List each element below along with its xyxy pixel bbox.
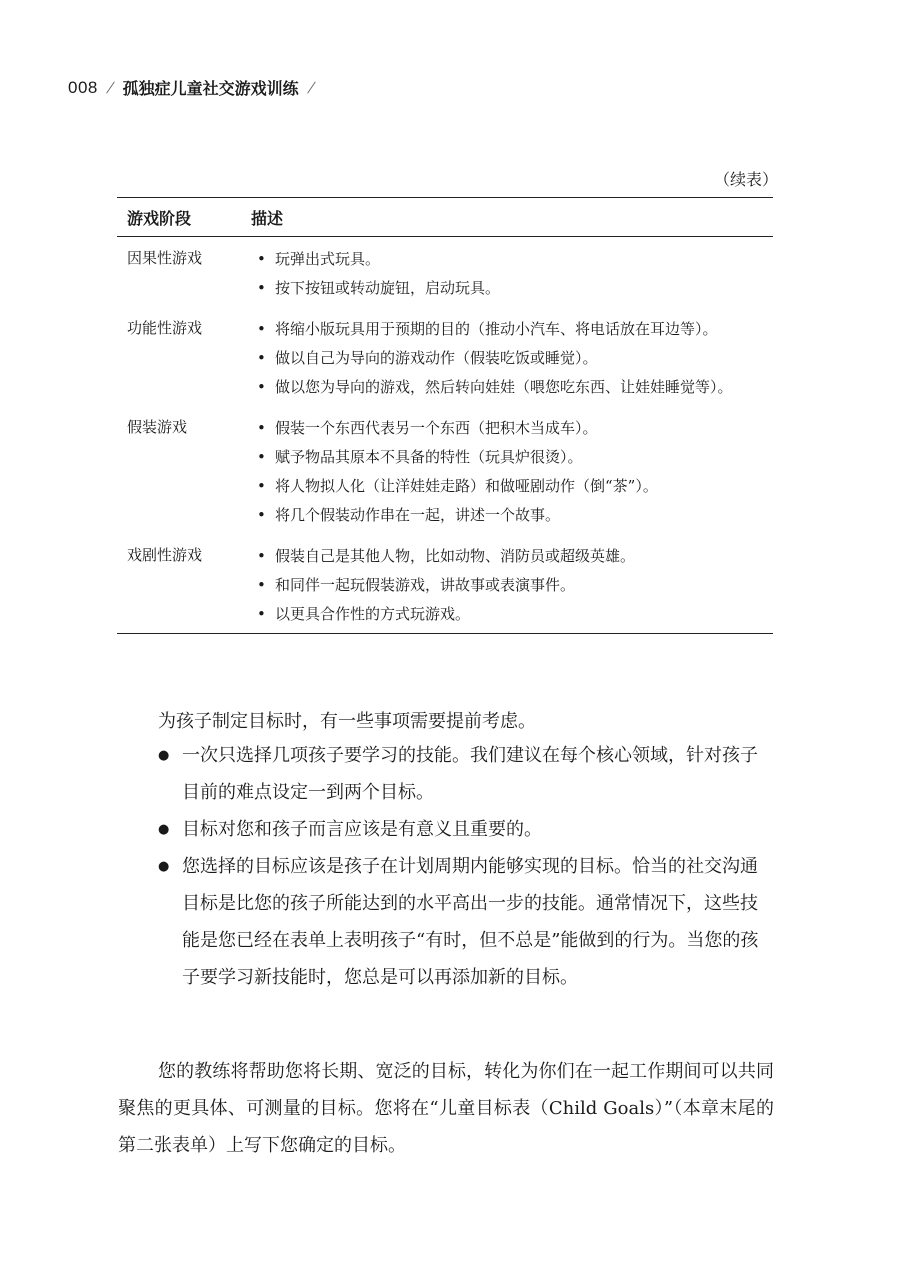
stage-name: 假装游戏 [127,418,188,436]
list-item: ● 您选择的目标应该是孩子在计划周期内能够实现的目标。恰当的社交沟通目标是比您的孩子所能达到的水平高出一步的技能。通常情况下，这些技能是您已经在表单上表明孩子“有时，但不总是”能做到的行为。当您的孩子要学习新技能时，您总是可以再添加新的目标。 [158,848,774,996]
list-item: • 以更具合作性的方式玩游戏。 [251,600,773,629]
description-list [251,245,773,303]
body-paragraph: 您的教练将帮助您将长期、宽泛的目标，转化为你们在一起工作期间可以共同聚焦的更具体、可测量的目标。您将在“儿童目标表（Child Goals）”（本章末尾的第二张表单）上写下您确定的目标。 [118,1061,774,1156]
table-row [117,534,773,633]
list-item: • 假装一个东西代表另一个东西（把积木当成车）。 [251,414,773,443]
table-row [117,406,773,534]
description-list [251,542,773,629]
table-row [117,307,773,406]
list-item: • 做以自己为导向的游戏动作（假装吃饭或睡觉）。 [251,344,773,373]
running-header [68,76,317,99]
page-number: 008 [68,77,98,97]
list-item: • 将人物拟人化（让洋娃娃走路）和做哑剧动作（倒“茶”）。 [251,472,773,501]
description-list [251,414,773,530]
list-item: • 玩弹出式玩具。 [251,245,773,274]
stage-name: 因果性游戏 [127,249,203,267]
goal-considerations-list [158,737,774,996]
list-item: ● 一次只选择几项孩子要学习的技能。我们建议在每个核心领域，针对孩子目前的难点设定一到两个目标。 [158,737,774,811]
list-item: • 将缩小版玩具用于预期的目的（推动小汽车、将电话放在耳边等）。 [251,315,773,344]
stage-name: 功能性游戏 [127,319,203,337]
divider-icon: / [305,79,317,96]
table-header [117,198,773,237]
continued-label: （续表） [713,170,778,189]
list-item: • 和同伴一起玩假装游戏，讲故事或表演事件。 [251,571,773,600]
list-item: • 按下按钮或转动旋钮，启动玩具。 [251,274,773,303]
list-item: • 将几个假装动作串在一起，讲述一个故事。 [251,501,773,530]
stage-name: 戏剧性游戏 [127,546,203,564]
play-stage-table [117,197,773,634]
book-title: 孤独症儿童社交游戏训练 [122,79,299,98]
divider-icon: / [104,79,116,96]
description-list [251,315,773,402]
list-item: • 假装自己是其他人物，比如动物、消防员或超级英雄。 [251,542,773,571]
list-item: • 赋予物品其原本不具备的特性（玩具炉很烫）。 [251,443,773,472]
lead-sentence: 为孩子制定目标时，有一些事项需要提前考虑。 [158,711,536,732]
list-item: • 做以您为导向的游戏，然后转向娃娃（喂您吃东西、让娃娃睡觉等）。 [251,373,773,402]
column-header-description: 描述 [251,208,284,228]
column-header-stage: 游戏阶段 [127,208,192,228]
list-item: ● 目标对您和孩子而言应该是有意义且重要的。 [158,811,774,848]
table-row [117,237,773,307]
